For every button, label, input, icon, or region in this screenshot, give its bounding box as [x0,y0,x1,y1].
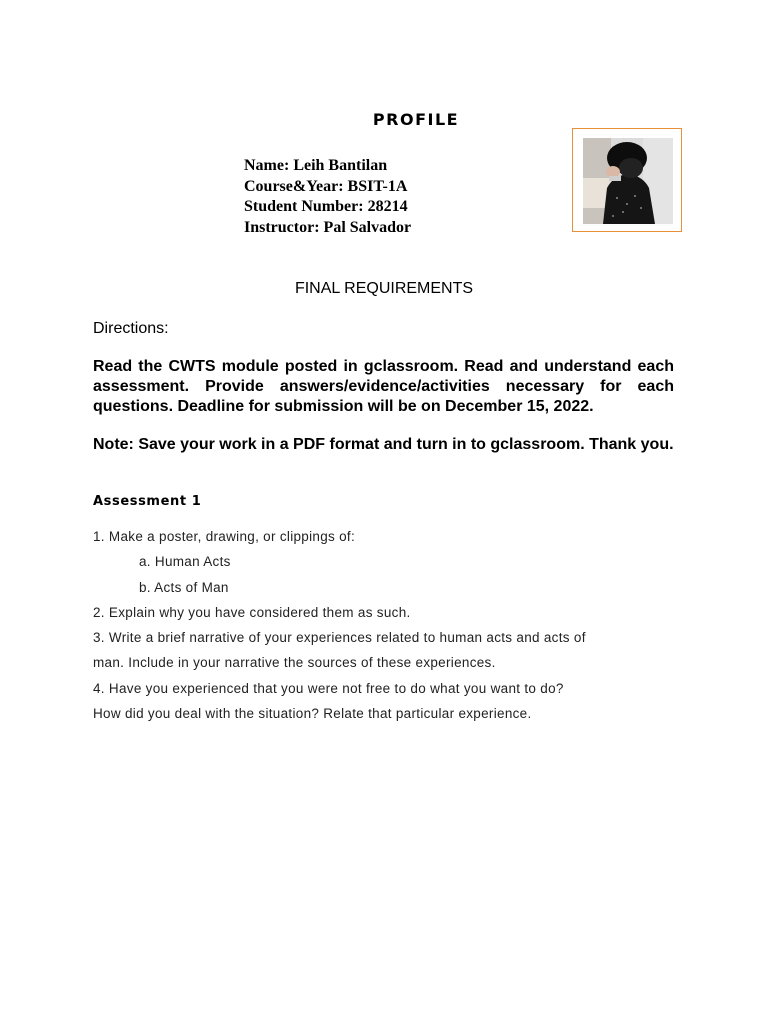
course-year: Course&Year: BSIT-1A [244,177,408,195]
profile-photo-frame [572,128,682,232]
profile-title: PROFILE [372,110,460,129]
profile-photo [583,138,673,224]
directions-text: Read the CWTS module posted in gclassroom. Read and understand each assessment. Provide answers/evidence/activities necessary for each questions. Deadline for submission will be on December 15, 2022. [93,358,674,415]
final-requirements-title: FINAL REQUIREMENTS [294,280,474,297]
student-name: Name: Leih Bantilan [244,157,388,174]
assessment-item: How did you deal with the situation? Relate that particular experience. [93,706,532,722]
student-info [244,156,411,238]
assessment-item: a. Human Acts [139,554,231,570]
assessment-item: 2. Explain why you have considered them as such. [93,604,411,620]
student-number: Student Number: 28214 [244,198,408,215]
assessment-item: 1. Make a poster, drawing, or clippings of: [93,529,356,544]
assessment-item: b. Acts of Man [139,579,229,595]
assessment-item: 3. Write a brief narrative of your experiences related to human acts and acts of [93,630,586,646]
instructor: Instructor: Pal Salvador [244,218,412,236]
directions-label: Directions: [93,320,169,337]
assessment-title: Assessment 1 [93,494,202,509]
assessment-items [93,527,586,729]
note-text: Note: Save your work in a PDF format and turn in to gclassroom. Thank you. [93,436,674,453]
assessment-item: man. Include in your narrative the sources of these experiences. [93,655,496,671]
assessment-item: 4. Have you experienced that you were not free to do what you want to do? [93,680,564,696]
